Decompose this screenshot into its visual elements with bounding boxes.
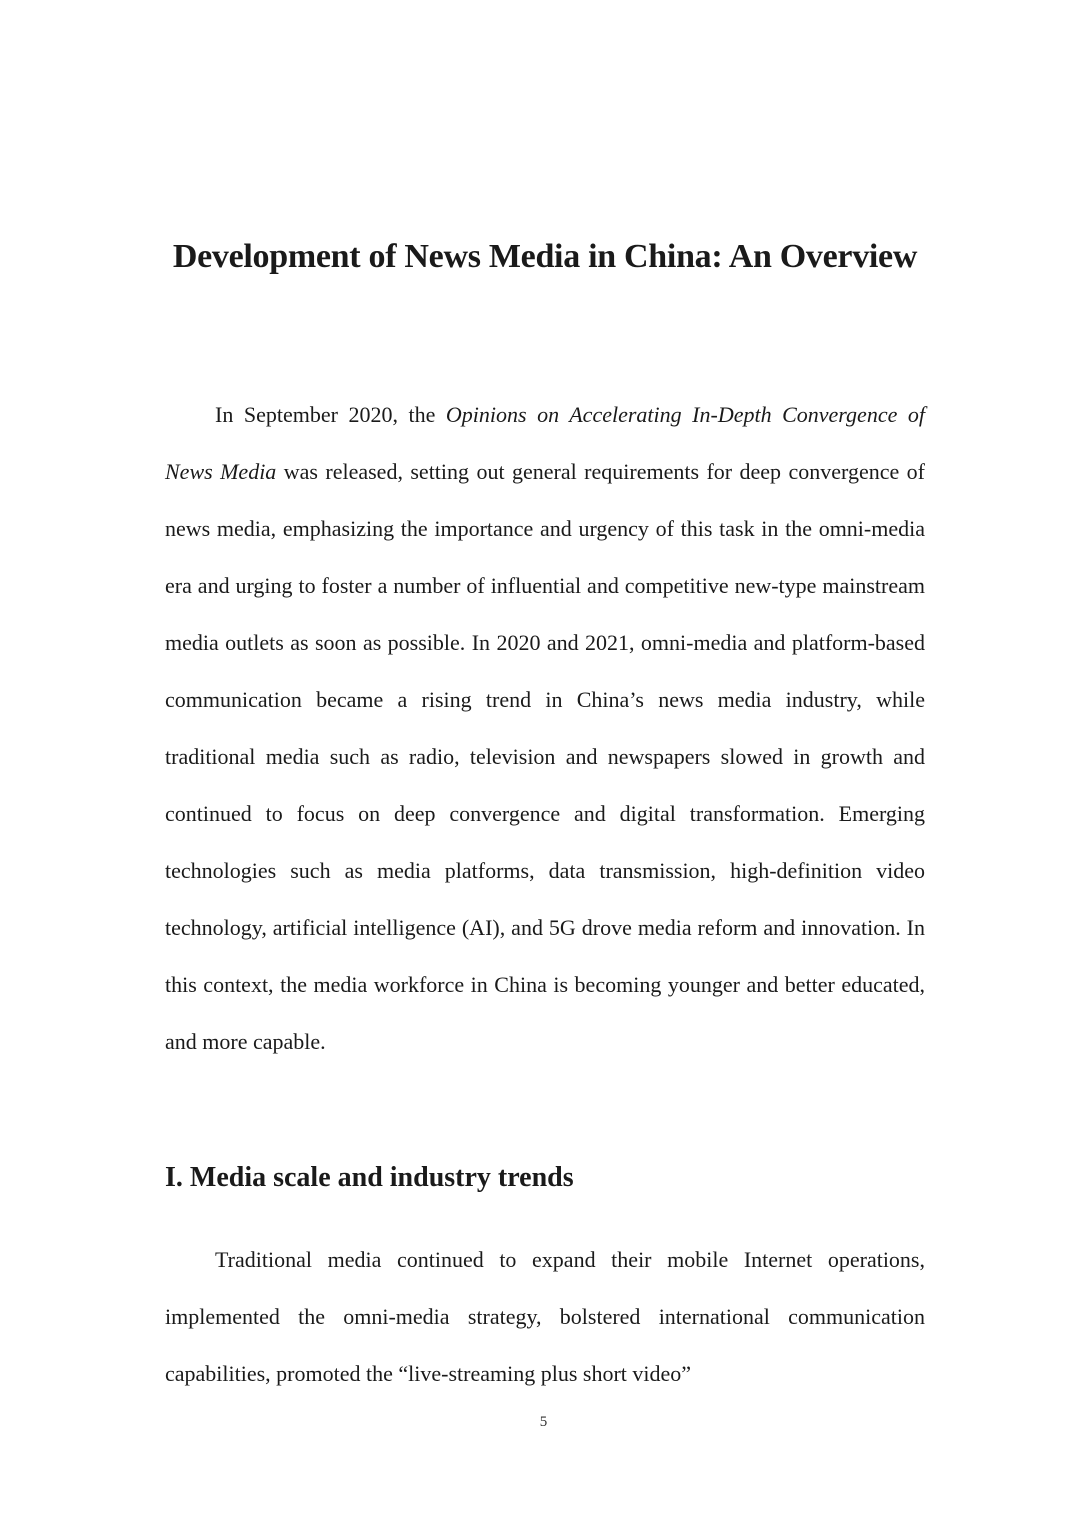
page-title: Development of News Media in China: An Overview (172, 238, 918, 275)
section-heading: I. Media scale and industry trends (165, 1162, 574, 1193)
document-italic-title: Opinions on Accelerating In-Depth Convergence of News Media (165, 402, 925, 484)
section-paragraph: Traditional media continued to expand their mobile Internet operations, implemented the omni-media strategy, bolstered international communication capabilities, promoted the “live-streaming plus short video” (165, 1247, 925, 1386)
intro-text-rest: was released, setting out general requirements for deep convergence of news media, emphasizing the importance and urgency of this task in the omni-media era and urging to foster a number of influential and competitive new-type mainstream media outlets as soon as possible. In 2020 and 2021, omni-media and platform-based communication became a rising trend in China’s news media industry, while traditional media such as radio, television and newspapers slowed in growth and continued to focus on deep convergence and digital transformation. Emerging technologies such as media platforms, data transmission, high-definition video technology, artificial intelligence (AI), and 5G drove media reform and innovation. In this context, the media workforce in China is becoming younger and better educated, and more capable. (165, 459, 925, 1054)
page-number: 5 (539, 1414, 548, 1430)
intro-text-start: In September 2020, the (215, 402, 446, 427)
intro-paragraph (165, 386, 925, 1070)
